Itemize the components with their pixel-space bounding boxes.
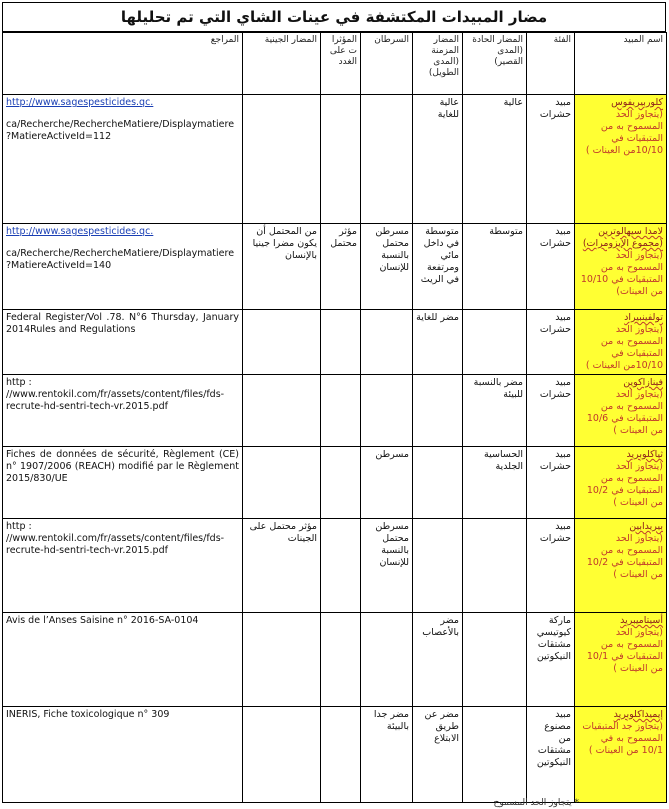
endocrine-cell <box>321 447 361 519</box>
reference-text: ca/Recherche/RechercheMatiere/Displaymatiere ?MatiereActiveId=112 <box>6 119 235 142</box>
chronic-cell: متوسطة في داخل مائي ومرتفعة في الريث <box>413 224 463 310</box>
footer-note: * يتجاوز الحد المسموح <box>493 798 579 808</box>
reference-cell: http : //www.rentokil.com/fr/assets/content/files/fds-recrute-hd-sentri-tech-vr.2015.pdf <box>3 519 243 613</box>
endocrine-cell <box>321 310 361 375</box>
chronic-cell <box>413 447 463 519</box>
pesticide-name: بيريدابين <box>629 521 663 532</box>
residue-note: (يتجاوز الحد المسموح به من المتبقيات في 10/1 من العينات ) <box>586 627 663 674</box>
pesticide-name-cell <box>575 519 667 613</box>
acute-cell: عالية <box>463 95 527 224</box>
reference-link[interactable]: http://www.sagespesticides.qc. <box>6 97 154 108</box>
page-title: مضار المبيدات المكتشفة في عينات الشاي التي تم تحليلها <box>2 2 666 32</box>
table-row <box>3 447 667 519</box>
pesticide-name-cell <box>575 613 667 707</box>
pesticide-name: كلوربيريفوس <box>611 97 663 108</box>
acute-cell <box>463 519 527 613</box>
table-row <box>3 310 667 375</box>
reference-cell: INERIS, Fiche toxicologique n° 309 <box>3 707 243 803</box>
pesticide-name-cell <box>575 447 667 519</box>
header-genetic: المضار الجينية <box>243 33 321 95</box>
class-cell: مبيد حشرات <box>527 375 575 447</box>
class-cell: مبيد حشرات <box>527 447 575 519</box>
endocrine-cell: مؤثر محتمل <box>321 224 361 310</box>
reference-cell: Avis de l’Anses Saisine n° 2016-SA-0104 <box>3 613 243 707</box>
residue-note: (يتجاوز الحد المسموح به من المتبقيات في 10/10من العينات ) <box>585 324 663 371</box>
table-row <box>3 613 667 707</box>
reference-cell <box>3 224 243 310</box>
chronic-cell <box>413 519 463 613</box>
cancer-cell <box>361 310 413 375</box>
table-row <box>3 95 667 224</box>
acute-cell: مضر بالنسبة للبيئة <box>463 375 527 447</box>
chronic-cell: مضر عن طريق الابتلاع <box>413 707 463 803</box>
genetic-cell <box>243 613 321 707</box>
table-row <box>3 224 667 310</box>
endocrine-cell <box>321 519 361 613</box>
class-cell: مبيد حشرات <box>527 310 575 375</box>
residue-note: (يتجاوز الحد المسموح به من المتبقيات في 10/2 من العينات ) <box>586 533 663 580</box>
pesticide-name-cell <box>575 224 667 310</box>
class-cell: مبيد حشرات <box>527 95 575 224</box>
endocrine-cell <box>321 613 361 707</box>
cancer-cell <box>361 375 413 447</box>
reference-cell: Fiches de données de sécurité, Règlement (CE) n° 1907/2006 (REACH) modifié par le Règlement 2015/830/UE <box>3 447 243 519</box>
header-chronic: المضار المزمنة (المدى الطويل) <box>413 33 463 95</box>
cancer-cell: مسرطن <box>361 447 413 519</box>
reference-link[interactable]: http://www.sagespesticides.qc. <box>6 226 154 237</box>
class-cell: مبيد حشرات <box>527 224 575 310</box>
pesticide-name-cell <box>575 310 667 375</box>
header-name: اسم المبيد <box>575 33 667 95</box>
residue-note: (يتجاوز الحد المسموح به من المتبقيات في 10/10من العينات ) <box>585 109 663 156</box>
header-row <box>3 33 667 95</box>
table-row <box>3 707 667 803</box>
genetic-cell <box>243 95 321 224</box>
pesticide-name: فينازاكوين <box>623 377 663 388</box>
pesticide-name-detail: (مجموع الإيزومرات) <box>582 238 663 249</box>
residue-note: (يتجاوز الحد المسموح به من المتبقيات في 10/6 من العينات ) <box>586 389 663 436</box>
residue-note: (يتجاوز الحد المسموح به من المتبقيات في 10/2 من العينات ) <box>586 461 663 508</box>
pesticide-name: ثياكلوبريد <box>626 449 663 460</box>
cancer-cell: مسرطن محتمل بالنسبة للإنسان <box>361 224 413 310</box>
pesticide-table <box>2 32 667 803</box>
genetic-cell: مؤثر محتمل على الجينات <box>243 519 321 613</box>
pesticide-name-cell <box>575 95 667 224</box>
residue-note: (يتجاوز الحد المسموح به من المتبقيات في 10/10 من العينات) <box>580 250 663 297</box>
table-row <box>3 375 667 447</box>
reference-cell <box>3 95 243 224</box>
header-refs: المراجع <box>3 33 243 95</box>
pesticide-name-cell <box>575 707 667 803</box>
cancer-cell: مضر جدا بالبيئة <box>361 707 413 803</box>
acute-cell <box>463 707 527 803</box>
genetic-cell: من المحتمل أن يكون مضرا جينيا بالإنسان <box>243 224 321 310</box>
class-cell: ماركة كيوتيسي مشتقات النيكوتين <box>527 613 575 707</box>
table-row <box>3 519 667 613</box>
class-cell: مبيد مصنوع من مشتقات النيكوتين <box>527 707 575 803</box>
endocrine-cell <box>321 707 361 803</box>
chronic-cell: مضر للغاية <box>413 310 463 375</box>
pesticide-name-cell <box>575 375 667 447</box>
class-cell: مبيد حشرات <box>527 519 575 613</box>
chronic-cell <box>413 375 463 447</box>
endocrine-cell <box>321 95 361 224</box>
header-class: الفئة <box>527 33 575 95</box>
cancer-cell <box>361 613 413 707</box>
header-acute: المضار الحادة (المدى القصير) <box>463 33 527 95</box>
pesticide-name: لامدا سيهالوترين <box>598 226 663 237</box>
acute-cell <box>463 613 527 707</box>
endocrine-cell <box>321 375 361 447</box>
pesticide-name: أسيتاميبريد <box>620 615 663 626</box>
acute-cell: الحساسية الجلدية <box>463 447 527 519</box>
genetic-cell <box>243 447 321 519</box>
reference-cell: Federal Register/Vol .78. N°6 Thursday, January 2014Rules and Regulations <box>3 310 243 375</box>
pesticide-name: إيميداكلوبريد <box>613 709 663 720</box>
header-endocrine: المؤثرات على الغدد <box>321 33 361 95</box>
chronic-cell: مضر بالأعصاب <box>413 613 463 707</box>
header-cancer: السرطان <box>361 33 413 95</box>
reference-cell: http : //www.rentokil.com/fr/assets/content/files/fds-recrute-hd-sentri-tech-vr.2015.pdf <box>3 375 243 447</box>
pesticide-name: تولفينبيراد <box>624 312 663 323</box>
residue-note: (يتجاوز جد المتبقيات المسموح به في 10/1 من العينات ) <box>582 721 663 756</box>
acute-cell: متوسطة <box>463 224 527 310</box>
genetic-cell <box>243 375 321 447</box>
chronic-cell: عالية للغاية <box>413 95 463 224</box>
genetic-cell <box>243 707 321 803</box>
genetic-cell <box>243 310 321 375</box>
reference-text: ca/Recherche/RechercheMatiere/Displaymatiere ?MatiereActiveId=140 <box>6 248 235 271</box>
cancer-cell <box>361 95 413 224</box>
acute-cell <box>463 310 527 375</box>
cancer-cell: مسرطن محتمل بالنسبة للإنسان <box>361 519 413 613</box>
